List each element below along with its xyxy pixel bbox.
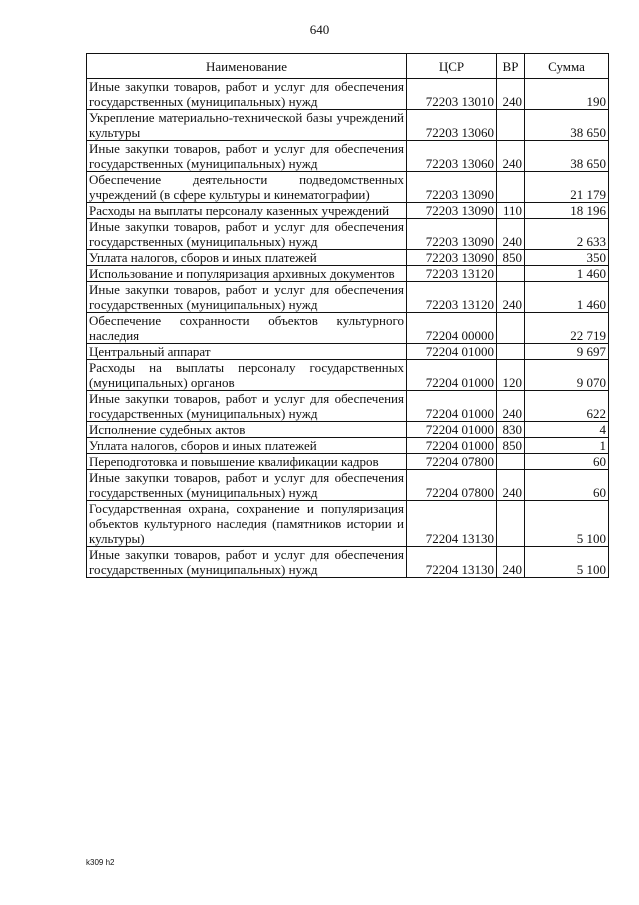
table-row (87, 110, 609, 141)
row-sum: 622 (525, 391, 609, 422)
row-sum: 350 (525, 250, 609, 266)
row-name: Иные закупки товаров, работ и услуг для обеспечения государственных (муниципальных) нужд (87, 470, 407, 501)
table-row (87, 313, 609, 344)
row-csr: 72204 01000 (407, 422, 497, 438)
row-csr: 72203 13120 (407, 266, 497, 282)
row-sum: 4 (525, 422, 609, 438)
row-vr (497, 172, 525, 203)
row-name: Укрепление материально-технической базы учреждений культуры (87, 110, 407, 141)
row-vr: 110 (497, 203, 525, 219)
row-sum: 1 460 (525, 282, 609, 313)
row-sum: 9 070 (525, 360, 609, 391)
table-row (87, 172, 609, 203)
row-name: Государственная охрана, сохранение и популяризация объектов культурного наследия (памятников истории и культуры) (87, 501, 407, 547)
row-sum: 1 (525, 438, 609, 454)
row-name: Иные закупки товаров, работ и услуг для обеспечения государственных (муниципальных) нужд (87, 79, 407, 110)
table-header-row (87, 54, 609, 79)
row-csr: 72203 13090 (407, 250, 497, 266)
row-name: Иные закупки товаров, работ и услуг для обеспечения государственных (муниципальных) нужд (87, 219, 407, 250)
row-csr: 72203 13010 (407, 79, 497, 110)
table-row (87, 391, 609, 422)
row-vr: 120 (497, 360, 525, 391)
row-vr (497, 501, 525, 547)
row-sum: 190 (525, 79, 609, 110)
row-sum: 21 179 (525, 172, 609, 203)
budget-table (86, 53, 609, 578)
table-row (87, 470, 609, 501)
table-row (87, 203, 609, 219)
row-sum: 5 100 (525, 501, 609, 547)
page-number: 640 (309, 22, 330, 37)
row-name: Иные закупки товаров, работ и услуг для обеспечения государственных (муниципальных) нужд (87, 391, 407, 422)
row-name: Уплата налогов, сборов и иных платежей (87, 438, 407, 454)
row-vr: 240 (497, 470, 525, 501)
row-vr (497, 266, 525, 282)
row-sum: 60 (525, 454, 609, 470)
table-row (87, 250, 609, 266)
row-vr: 240 (497, 79, 525, 110)
row-sum: 1 460 (525, 266, 609, 282)
row-vr: 240 (497, 282, 525, 313)
row-vr (497, 313, 525, 344)
table-row (87, 266, 609, 282)
row-vr: 240 (497, 391, 525, 422)
row-vr (497, 344, 525, 360)
row-sum: 2 633 (525, 219, 609, 250)
row-name: Использование и популяризация архивных документов (87, 266, 407, 282)
row-name: Переподготовка и повышение квалификации кадров (87, 454, 407, 470)
row-csr: 72203 13090 (407, 219, 497, 250)
row-csr: 72204 01000 (407, 438, 497, 454)
table-row (87, 360, 609, 391)
row-sum: 38 650 (525, 110, 609, 141)
row-name: Расходы на выплаты персоналу казенных учреждений (87, 203, 407, 219)
table-row (87, 547, 609, 578)
row-csr: 72204 13130 (407, 547, 497, 578)
header-name: Наименование (87, 54, 407, 79)
table-row (87, 219, 609, 250)
row-sum: 18 196 (525, 203, 609, 219)
table-row (87, 501, 609, 547)
row-name: Обеспечение сохранности объектов культурного наследия (87, 313, 407, 344)
row-name: Иные закупки товаров, работ и услуг для обеспечения государственных (муниципальных) нужд (87, 547, 407, 578)
row-csr: 72203 13060 (407, 141, 497, 172)
row-sum: 9 697 (525, 344, 609, 360)
row-csr: 72204 07800 (407, 454, 497, 470)
table-body (87, 79, 609, 578)
row-name: Исполнение судебных актов (87, 422, 407, 438)
header-vr: ВР (497, 54, 525, 79)
row-sum: 38 650 (525, 141, 609, 172)
row-vr: 240 (497, 219, 525, 250)
row-csr: 72204 07800 (407, 470, 497, 501)
row-name: Центральный аппарат (87, 344, 407, 360)
table-row (87, 454, 609, 470)
row-csr: 72203 13090 (407, 172, 497, 203)
row-csr: 72204 00000 (407, 313, 497, 344)
row-sum: 60 (525, 470, 609, 501)
table-row (87, 344, 609, 360)
row-vr (497, 454, 525, 470)
table-row (87, 282, 609, 313)
row-vr: 850 (497, 438, 525, 454)
row-vr: 240 (497, 141, 525, 172)
row-csr: 72204 01000 (407, 360, 497, 391)
row-csr: 72204 13130 (407, 501, 497, 547)
footer-code: k309 h2 (86, 858, 115, 867)
row-csr: 72204 01000 (407, 344, 497, 360)
table-row (87, 79, 609, 110)
header-sum: Сумма (525, 54, 609, 79)
row-name: Иные закупки товаров, работ и услуг для обеспечения государственных (муниципальных) нужд (87, 282, 407, 313)
row-vr: 850 (497, 250, 525, 266)
row-csr: 72203 13120 (407, 282, 497, 313)
table-row (87, 422, 609, 438)
row-csr: 72203 13090 (407, 203, 497, 219)
header-csr: ЦСР (407, 54, 497, 79)
row-name: Обеспечение деятельности подведомственных учреждений (в сфере культуры и кинематографии) (87, 172, 407, 203)
table-row (87, 141, 609, 172)
row-name: Расходы на выплаты персоналу государственных (муниципальных) органов (87, 360, 407, 391)
row-vr (497, 110, 525, 141)
row-vr: 240 (497, 547, 525, 578)
row-csr: 72203 13060 (407, 110, 497, 141)
table-row (87, 438, 609, 454)
row-vr: 830 (497, 422, 525, 438)
row-name: Иные закупки товаров, работ и услуг для обеспечения государственных (муниципальных) нужд (87, 141, 407, 172)
row-sum: 22 719 (525, 313, 609, 344)
row-name: Уплата налогов, сборов и иных платежей (87, 250, 407, 266)
row-sum: 5 100 (525, 547, 609, 578)
row-csr: 72204 01000 (407, 391, 497, 422)
